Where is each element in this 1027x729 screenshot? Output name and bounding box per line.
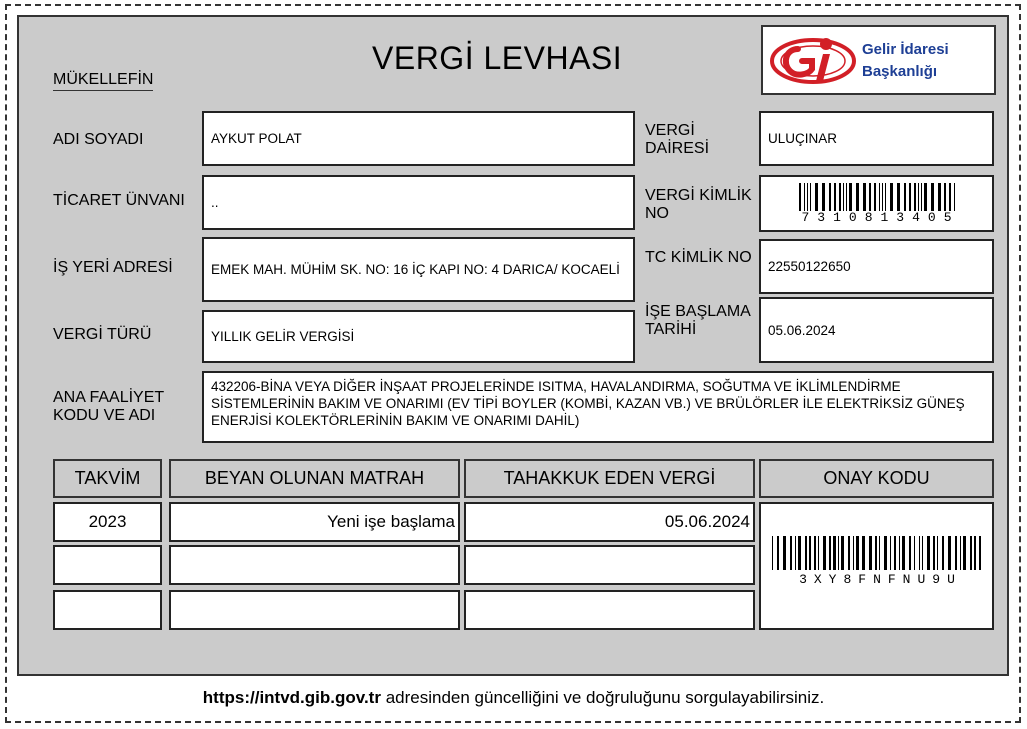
table-header-takvim: TAKVİM [53,459,162,498]
barcode-bar [938,183,941,211]
adi-soyadi-field: AYKUT POLAT [202,111,635,166]
vergi-kimlik-barcode [799,183,959,211]
gib-logo [761,25,996,95]
barcode-bar [879,536,880,570]
barcode-bar [899,536,900,570]
ana-faaliyet-label: ANA FAALİYET KODU VE ADI [53,389,164,424]
table-header-matrah: BEYAN OLUNAN MATRAH [169,459,460,498]
table-cell-vergi-3 [464,590,755,630]
barcode-bar [949,183,951,211]
barcode-bar [885,183,886,211]
barcode-bar [948,536,951,570]
adi-soyadi-label: ADI SOYADI [53,131,144,148]
barcode-bar [863,183,866,211]
table-cell-takvim-1: 2023 [53,502,162,542]
barcode-bar [848,536,850,570]
barcode-bar [809,536,811,570]
barcode-bar [856,183,859,211]
barcode-bar [894,536,896,570]
barcode-bar [909,183,911,211]
barcode-bar [897,183,900,211]
logo-line1: Gelir İdaresi [862,41,949,58]
barcode-bar [810,183,811,211]
ana-faaliyet-field: 432206-BİNA VEYA DİĞER İNŞAAT PROJELERİNDE ISITMA, HAVALANDIRMA, SOĞUTMA VE İKLİMLENDİRME SİSTEMLERİNİN BAKIM VE ONARIMI (EV TİPİ BOYLER (KOMBİ, KAZAN VB.) VE BRÜLÖRLER İLE ELEKTRİKSİZ GÜNEŞ ENERJİSİ KOLEKTÖRLERİNİN BAKIM VE ONARIMI DAHİL) [202,371,994,443]
barcode-bar [909,536,911,570]
barcode-bar [960,536,961,570]
ticaret-unvani-label: TİCARET ÜNVANI [53,192,185,209]
barcode-bar [937,536,938,570]
section-label: MÜKELLEFİN [53,71,153,91]
barcode-bar [979,536,981,570]
barcode-bar [834,183,836,211]
vergi-dairesi-label: VERGİ DAİRESİ [645,122,710,157]
table-cell-takvim-3 [53,590,162,630]
barcode-bar [853,536,854,570]
barcode-bar [882,183,883,211]
vergi-turu-label: VERGİ TÜRÜ [53,326,152,343]
verification-url[interactable]: https://intvd.gib.gov.tr [202,688,381,707]
table-cell-matrah-1: Yeni işe başlama [169,502,460,542]
barcode-bar [963,536,966,570]
barcode-bar [875,536,877,570]
barcode-bar [849,183,852,211]
is-yeri-adresi-label: İŞ YERİ ADRESİ [53,259,173,276]
table-cell-vergi-2 [464,545,755,585]
barcode-bar [818,536,819,570]
barcode-bar [798,536,801,570]
tc-kimlik-field: 22550122650 [759,239,994,294]
table-header-onay: ONAY KODU [759,459,994,498]
barcode-bar [955,536,957,570]
barcode-bar [922,536,923,570]
ticaret-unvani-field: .. [202,175,635,230]
barcode-bar [805,536,807,570]
barcode-bar [841,536,844,570]
barcode-bar [904,183,906,211]
barcode-bar [777,536,779,570]
barcode-bar [942,536,944,570]
barcode-bar [839,183,841,211]
tc-kimlik-label: TC KİMLİK NO [645,249,752,266]
barcode-bar [924,183,927,211]
barcode-bar [879,183,880,211]
logo-line2: Başkanlığı [862,63,938,80]
ise-baslama-label: İŞE BAŞLAMA TARİHİ [645,303,750,338]
barcode-bar [783,536,786,570]
vergi-kimlik-number: 7310813405 [801,210,960,225]
barcode-bar [918,183,919,211]
barcode-bar [919,536,920,570]
barcode-bar [954,183,955,211]
barcode-bar [807,183,808,211]
barcode-bar [846,183,847,211]
vergi-dairesi-field: ULUÇINAR [759,111,994,166]
table-cell-takvim-2 [53,545,162,585]
barcode-bar [790,536,792,570]
barcode-bar [843,183,844,211]
barcode-bar [862,536,865,570]
onay-kodu-barcode-box [759,502,994,630]
barcode-bar [974,536,976,570]
barcode-bar [914,536,915,570]
barcode-bar [822,183,825,211]
barcode-bar [838,536,839,570]
barcode-bar [921,183,922,211]
barcode-bar [829,183,831,211]
onay-kodu-text: 3XY8FNFNU9U [799,572,962,587]
barcode-bar [933,536,935,570]
vergi-kimlik-barcode-box [759,175,994,232]
verification-text: adresinden güncelliğini ve doğruluğunu sorgulayabilirsiniz. [380,688,825,707]
barcode-bar [823,536,826,570]
table-cell-vergi-1: 05.06.2024 [464,502,755,542]
table-cell-matrah-3 [169,590,460,630]
barcode-bar [884,536,887,570]
barcode-bar [833,536,836,570]
barcode-bar [856,536,859,570]
is-yeri-adresi-field: EMEK MAH. MÜHİM SK. NO: 16 İÇ KAPI NO: 4 DARICA/ KOCAELİ [202,237,635,302]
barcode-bar [902,536,905,570]
barcode-bar [804,183,805,211]
barcode-bar [874,183,876,211]
barcode-bar [890,536,891,570]
barcode-bar [914,183,916,211]
barcode-bar [814,536,816,570]
barcode-bar [890,183,893,211]
onay-kodu-barcode [772,536,984,570]
barcode-bar [795,536,796,570]
barcode-bar [944,183,946,211]
barcode-bar [829,536,831,570]
table-header-vergi: TAHAKKUK EDEN VERGİ [464,459,755,498]
page-title: VERGİ LEVHASI [372,40,623,76]
gib-logo-icon [768,35,858,87]
barcode-bar [799,183,801,211]
barcode-bar [772,536,773,570]
barcode-bar [869,536,872,570]
verification-footer [0,688,1027,708]
barcode-bar [815,183,818,211]
barcode-bar [927,536,930,570]
gib-logo-text [862,39,949,83]
table-cell-matrah-2 [169,545,460,585]
vergi-kimlik-label: VERGİ KİMLİK NO [645,187,752,222]
barcode-bar [869,183,871,211]
vergi-turu-field: YILLIK GELİR VERGİSİ [202,310,635,363]
ise-baslama-field: 05.06.2024 [759,297,994,363]
barcode-bar [970,536,972,570]
barcode-bar [931,183,934,211]
